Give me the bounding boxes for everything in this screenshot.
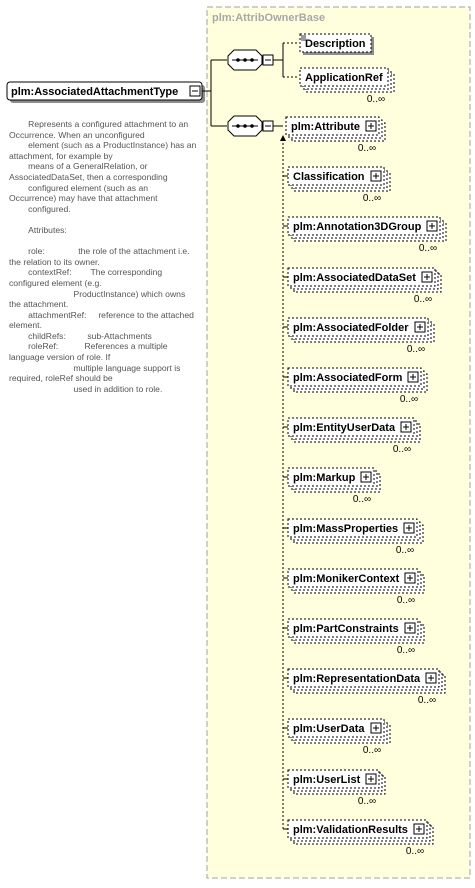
sequence-collapse-icon[interactable]: [263, 55, 273, 65]
expand-plus-icon[interactable]: [361, 472, 371, 482]
element-label: plm:UserList: [293, 774, 361, 786]
expand-plus-icon[interactable]: [366, 121, 376, 131]
element-label: Description: [305, 38, 366, 50]
root-element-expand-icon[interactable]: [190, 86, 200, 96]
element-multiplicity: 0..∞: [413, 294, 433, 305]
element-multiplicity: 0..∞: [418, 243, 438, 254]
expand-plus-icon[interactable]: [405, 573, 415, 583]
expand-plus-icon[interactable]: [401, 422, 411, 432]
element-label: plm:PartConstraints: [293, 623, 399, 635]
element-multiplicity: 0..∞: [362, 745, 382, 756]
element-multiplicity: 0..∞: [357, 796, 377, 807]
element-multiplicity: 0..∞: [396, 645, 416, 656]
expand-plus-icon[interactable]: [414, 824, 424, 834]
element-multiplicity: 0..∞: [396, 595, 416, 606]
expand-plus-icon[interactable]: [371, 723, 381, 733]
element-label: plm:UserData: [293, 723, 365, 735]
element-label: plm:ValidationResults: [293, 824, 408, 836]
root-element-label: plm:AssociatedAttachmentType: [11, 86, 179, 98]
element-label: plm:AssociatedForm: [293, 372, 403, 384]
element-description[interactable]: [300, 34, 374, 55]
sequence-compositor-icon[interactable]: [228, 50, 262, 70]
element-label: plm:EntityUserData: [293, 422, 396, 434]
element-label: plm:AssociatedDataSet: [293, 272, 416, 284]
attrib-owner-base-label: plm:AttribOwnerBase: [212, 12, 326, 24]
expand-plus-icon[interactable]: [422, 272, 432, 282]
expand-plus-icon[interactable]: [427, 221, 437, 231]
element-multiplicity: 0..∞: [399, 394, 419, 405]
expand-plus-icon[interactable]: [404, 523, 414, 533]
element-label: plm:MonikerContext: [293, 573, 400, 585]
element-multiplicity: 0..∞: [352, 494, 372, 505]
expand-plus-icon[interactable]: [415, 322, 425, 332]
element-multiplicity: 0..∞: [362, 193, 382, 204]
element-multiplicity: 0..∞: [395, 545, 415, 556]
element-label: plm:AssociatedFolder: [293, 322, 409, 334]
element-label: plm:Annotation3DGroup: [293, 221, 422, 233]
expand-plus-icon[interactable]: [408, 372, 418, 382]
element-multiplicity: 0..∞: [417, 695, 437, 706]
element-label: plm:Markup: [293, 472, 356, 484]
expand-plus-icon[interactable]: [371, 171, 381, 181]
element-label: plm:Attribute: [291, 121, 361, 133]
root-documentation: Represents a configured attachment to an Occurrence. When an unconfigured element (such as a ProductInstance) has an attachment, for example by means of a GeneralRelation, or AssociatedDataSet, then a corresponding configured element (such as an Occurrence) may have that attachment configured. Attributes: role: the role of the attachment i.e. the relation to its owner. contextRef: The corresponding configured element (e.g. ProductInstance) which owns the attachment. attachmentRef: reference to the attached element. childRefs: sub-Attachments roleRef: References a multiple language version of role. If multiple language support is required, roleRef should be used in addition to role.: [9, 119, 197, 394]
choice-compositor-icon[interactable]: [228, 116, 262, 136]
expand-plus-icon[interactable]: [426, 673, 436, 683]
element-label: plm:RepresentationData: [293, 673, 421, 685]
choice-collapse-icon[interactable]: [263, 121, 273, 131]
element-multiplicity: 0..∞: [406, 344, 426, 355]
element-label: plm:MassProperties: [293, 523, 399, 535]
element-multiplicity: 0..∞: [392, 444, 412, 455]
element-label: Classification: [293, 171, 365, 183]
expand-plus-icon[interactable]: [405, 623, 415, 633]
element-label: ApplicationRef: [305, 72, 383, 84]
element-multiplicity: 0..∞: [357, 143, 377, 154]
element-multiplicity: 0..∞: [405, 846, 425, 857]
expand-plus-icon[interactable]: [366, 774, 376, 784]
element-multiplicity: 0..∞: [366, 94, 386, 105]
